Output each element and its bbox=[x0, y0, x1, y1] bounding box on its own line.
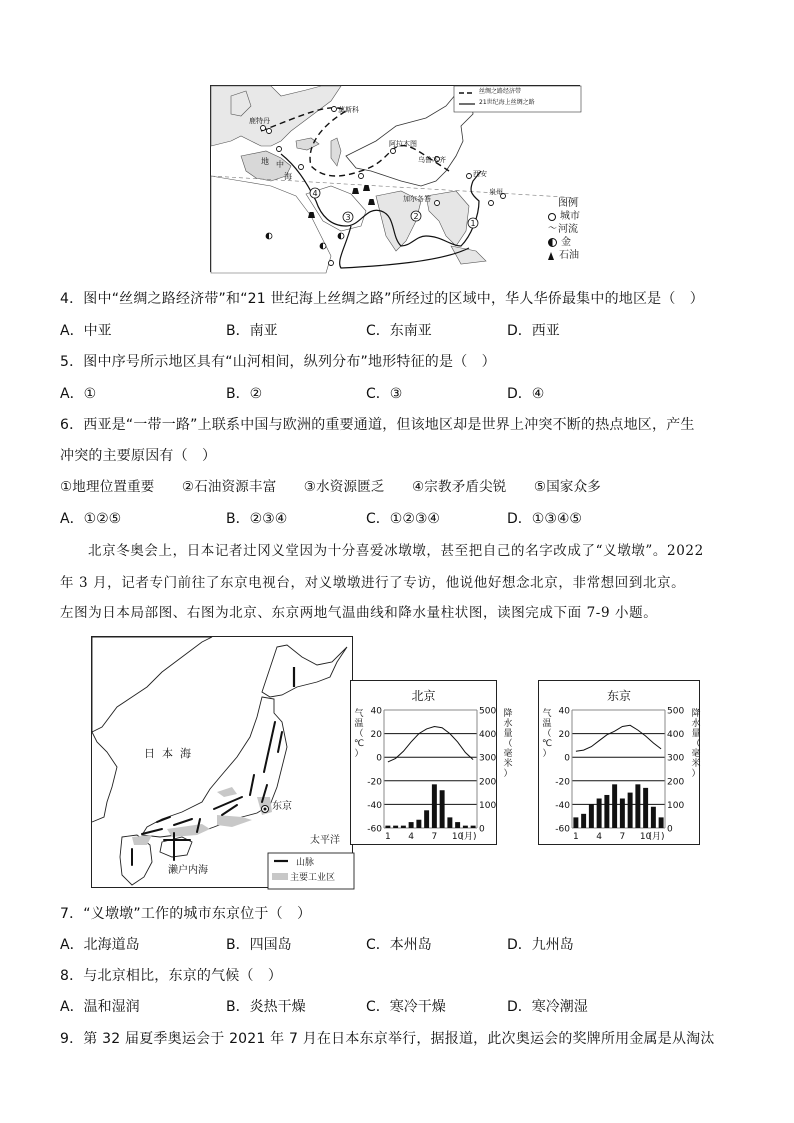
belt-road-map bbox=[210, 85, 580, 272]
svg-text:海: 海 bbox=[284, 172, 292, 181]
svg-text:乌鲁木齐: 乌鲁木齐 bbox=[418, 156, 446, 164]
question-4-stem: 4．图中“丝绸之路经济带”和“21 世纪海上丝绸之路”所经过的区域中，华人华侨最集中的地区是（ ） bbox=[60, 291, 704, 307]
svg-text:）: ） bbox=[354, 749, 364, 759]
q6-option-a[interactable]: A．①②⑤ bbox=[60, 511, 122, 527]
city-circle-icon bbox=[548, 213, 556, 221]
japan-map bbox=[91, 636, 353, 888]
svg-text:）: ） bbox=[542, 749, 552, 759]
seto-inland-sea-label: 濑户内海 bbox=[168, 865, 208, 876]
japan-map-graphic bbox=[92, 637, 354, 889]
svg-text:-60: -60 bbox=[555, 824, 570, 835]
map-legend bbox=[548, 198, 598, 262]
question-9-stem: 9．第 32 届夏季奥运会于 2021 年 7 月在日本东京举行，据报道，此次奥运会的奖牌所用金属是从淘汰 bbox=[60, 1031, 715, 1047]
svg-text:-60: -60 bbox=[367, 824, 382, 835]
svg-text:）: ） bbox=[691, 769, 701, 779]
svg-text:温: 温 bbox=[542, 719, 552, 729]
q6-option-b[interactable]: B．②③④ bbox=[226, 511, 288, 527]
svg-text:1: 1 bbox=[573, 832, 579, 842]
q6-option-c[interactable]: C．①②③④ bbox=[366, 511, 440, 527]
svg-text:毫: 毫 bbox=[503, 749, 513, 759]
svg-text:量: 量 bbox=[691, 729, 701, 739]
tokyo-climate-chart bbox=[538, 680, 700, 845]
svg-text:3: 3 bbox=[345, 213, 351, 222]
svg-text:地: 地 bbox=[261, 157, 269, 166]
svg-text:气: 气 bbox=[542, 709, 552, 719]
svg-text:毫: 毫 bbox=[691, 749, 701, 759]
q5-option-b[interactable]: B．② bbox=[226, 386, 263, 402]
svg-text:4: 4 bbox=[312, 189, 318, 198]
legend-industrial-label: 主要工业区 bbox=[290, 873, 336, 883]
legend-mountain-label: 山脉 bbox=[296, 858, 315, 868]
svg-text:40: 40 bbox=[370, 706, 382, 717]
svg-text:降: 降 bbox=[503, 709, 513, 719]
svg-text:米: 米 bbox=[503, 759, 513, 769]
legend-item-river: ～ 河流 bbox=[548, 224, 578, 235]
svg-text:200: 200 bbox=[479, 777, 497, 788]
svg-text:℃: ℃ bbox=[541, 739, 553, 749]
svg-text:0: 0 bbox=[479, 824, 485, 835]
svg-text:1: 1 bbox=[385, 832, 391, 842]
svg-text:0: 0 bbox=[564, 753, 570, 764]
q6-option-d[interactable]: D．①③④⑤ bbox=[507, 511, 582, 527]
question-5-stem: 5．图中序号所示地区具有“山河相间，纵列分布”地形特征的是（ ） bbox=[60, 354, 496, 370]
q5-option-c[interactable]: C．③ bbox=[366, 386, 403, 402]
belt-road-map-graphic bbox=[211, 86, 581, 273]
svg-text:温: 温 bbox=[354, 719, 364, 729]
svg-text:0: 0 bbox=[667, 824, 673, 835]
svg-text:中: 中 bbox=[276, 160, 284, 169]
q4-option-d[interactable]: D．西亚 bbox=[507, 323, 560, 339]
q8-option-a[interactable]: A．温和湿润 bbox=[60, 999, 140, 1015]
svg-text:20: 20 bbox=[370, 730, 382, 741]
q7-option-d[interactable]: D．九州岛 bbox=[507, 937, 574, 953]
svg-text:-40: -40 bbox=[367, 800, 382, 811]
chart-title: 东京 bbox=[606, 689, 631, 703]
q5-option-a[interactable]: A．① bbox=[60, 386, 97, 402]
question-7-stem: 7．“义墩墩”工作的城市东京位于（ ） bbox=[60, 906, 312, 922]
svg-text:水: 水 bbox=[503, 719, 513, 729]
sea-of-japan-label: 日 本 海 bbox=[144, 747, 191, 760]
svg-text:300: 300 bbox=[667, 753, 685, 764]
svg-text:加尔各答: 加尔各答 bbox=[403, 195, 431, 203]
svg-text:(月): (月) bbox=[460, 832, 477, 842]
svg-text:500: 500 bbox=[479, 706, 497, 717]
gold-icon bbox=[548, 238, 557, 247]
svg-text:40: 40 bbox=[558, 706, 570, 717]
svg-text:200: 200 bbox=[667, 777, 685, 788]
legend-item-city: 城市 bbox=[548, 210, 598, 223]
svg-text:500: 500 bbox=[667, 706, 685, 717]
question-6-stem-line2: 冲突的主要原因有（ ） bbox=[60, 448, 217, 464]
pacific-ocean-label: 太平洋 bbox=[310, 835, 340, 846]
legend-title: 图例 bbox=[558, 198, 578, 209]
question-8-stem: 8．与北京相比，东京的气候（ ） bbox=[60, 968, 283, 984]
svg-text:℃: ℃ bbox=[353, 739, 365, 749]
question-6-stem-line1: 6．西亚是“一带一路”上联系中国与欧洲的重要通道，但该地区却是世界上冲突不断的热点地区，产生 bbox=[60, 417, 695, 433]
q4-option-a[interactable]: A．中亚 bbox=[60, 323, 112, 339]
beijing-climate-chart bbox=[350, 680, 513, 845]
svg-text:20: 20 bbox=[558, 730, 570, 741]
svg-text:7: 7 bbox=[431, 832, 438, 842]
svg-text:100: 100 bbox=[667, 800, 685, 811]
legend-item-gold: 金 bbox=[548, 236, 598, 249]
svg-text:1: 1 bbox=[470, 219, 476, 228]
legend-silk-road-belt-label: 丝绸之路经济带 bbox=[479, 88, 522, 95]
q8-option-b[interactable]: B．炎热干燥 bbox=[226, 999, 306, 1015]
svg-text:（: （ bbox=[691, 739, 701, 749]
svg-text:4: 4 bbox=[408, 832, 414, 842]
svg-text:0: 0 bbox=[376, 753, 382, 764]
svg-text:2: 2 bbox=[413, 212, 419, 221]
svg-text:气: 气 bbox=[354, 709, 364, 719]
passage-line-3: 左图为日本局部图、右图为北京、东京两地气温曲线和降水量柱状图，读图完成下面 7-9 小题。 bbox=[60, 605, 658, 621]
beijing-chart-plot bbox=[351, 681, 513, 846]
svg-text:-40: -40 bbox=[555, 800, 570, 811]
svg-text:阿拉木图: 阿拉木图 bbox=[389, 140, 417, 148]
svg-text:（: （ bbox=[542, 729, 552, 739]
svg-text:鹿特丹: 鹿特丹 bbox=[249, 117, 270, 125]
svg-text:）: ） bbox=[503, 769, 513, 779]
passage-line-2: 年 3 月，记者专门前往了东京电视台，对义墩墩进行了专访，他说他好想念北京，非常想回到北京。 bbox=[60, 575, 686, 591]
q4-option-b[interactable]: B．南亚 bbox=[226, 323, 278, 339]
q7-option-a[interactable]: A．北海道岛 bbox=[60, 937, 140, 953]
legend-maritime-silk-road-label: 21世纪海上丝绸之路 bbox=[479, 99, 535, 106]
svg-text:泉州: 泉州 bbox=[489, 188, 503, 196]
q4-option-c[interactable]: C．东南亚 bbox=[366, 323, 432, 339]
svg-text:西安: 西安 bbox=[473, 170, 487, 178]
q8-option-d[interactable]: D．寒冷潮湿 bbox=[507, 999, 588, 1015]
question-6-items: ①地理位置重要 ②石油资源丰富 ③水资源匮乏 ④宗教矛盾尖锐 ⑤国家众多 bbox=[60, 479, 602, 495]
svg-text:米: 米 bbox=[691, 759, 701, 769]
svg-text:400: 400 bbox=[479, 730, 497, 741]
q7-option-b[interactable]: B．四国岛 bbox=[226, 937, 292, 953]
chart-title: 北京 bbox=[411, 689, 436, 703]
svg-text:-20: -20 bbox=[367, 777, 382, 788]
svg-text:300: 300 bbox=[479, 753, 497, 764]
svg-text:水: 水 bbox=[691, 719, 701, 729]
oil-icon bbox=[548, 252, 554, 260]
svg-text:100: 100 bbox=[479, 800, 497, 811]
svg-text:(月): (月) bbox=[648, 832, 665, 842]
svg-text:7: 7 bbox=[619, 832, 626, 842]
tokyo-label: 东京 bbox=[272, 801, 292, 812]
svg-text:10: 10 bbox=[451, 832, 464, 842]
river-icon: ～ bbox=[548, 224, 558, 234]
svg-text:400: 400 bbox=[667, 730, 685, 741]
svg-text:（: （ bbox=[354, 729, 364, 739]
svg-text:-20: -20 bbox=[555, 777, 570, 788]
legend-item-oil: 石油 bbox=[548, 249, 598, 262]
passage-line-1: 北京冬奥会上，日本记者辻冈义堂因为十分喜爱冰墩墩，甚至把自己的名字改成了“义墩墩”。2022 bbox=[88, 543, 704, 559]
q7-option-c[interactable]: C．本州岛 bbox=[366, 937, 432, 953]
svg-text:量: 量 bbox=[503, 729, 513, 739]
q8-option-c[interactable]: C．寒冷干燥 bbox=[366, 999, 446, 1015]
svg-text:降: 降 bbox=[691, 709, 701, 719]
q5-option-d[interactable]: D．④ bbox=[507, 386, 545, 402]
tokyo-chart-plot bbox=[539, 681, 701, 846]
svg-text:莫斯科: 莫斯科 bbox=[338, 106, 359, 114]
svg-text:10: 10 bbox=[639, 832, 652, 842]
svg-text:4: 4 bbox=[596, 832, 602, 842]
svg-text:（: （ bbox=[503, 739, 513, 749]
